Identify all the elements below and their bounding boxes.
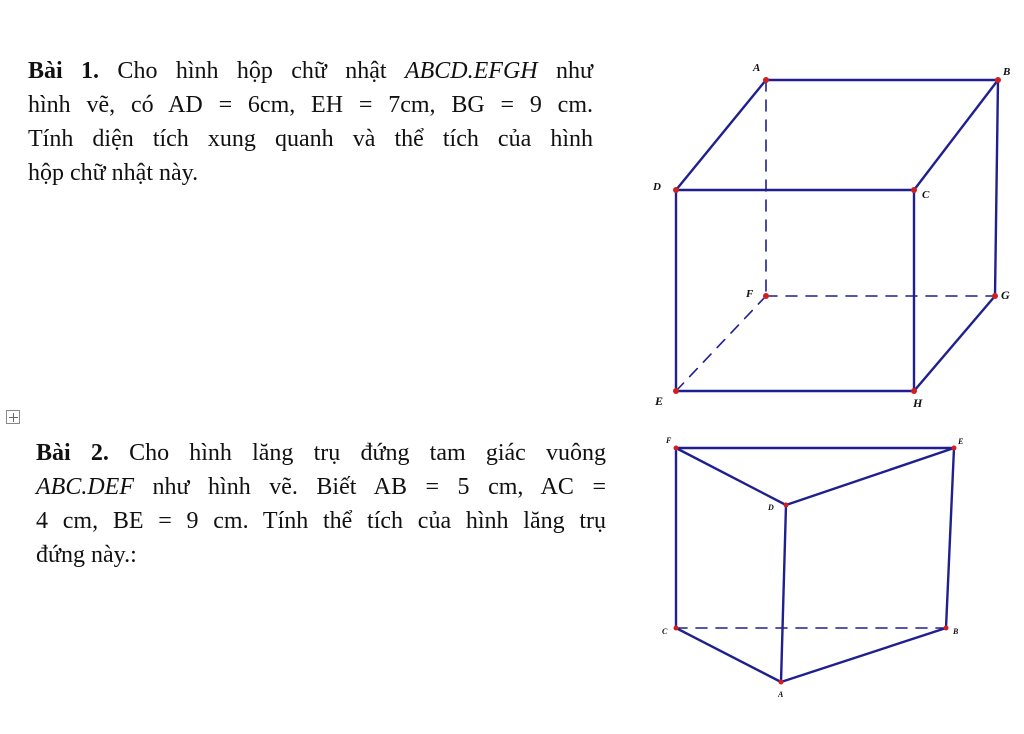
vertex-F — [763, 293, 769, 299]
vertex-C — [674, 626, 679, 631]
problem-2-line-1: Bài 2. Cho hình lăng trụ đứng tam giác vuông — [36, 440, 606, 466]
label-B: B — [953, 627, 959, 636]
label-B: B — [1003, 66, 1011, 78]
label-A: A — [753, 62, 761, 74]
edge-FD — [676, 448, 786, 505]
vertex-H — [911, 388, 917, 394]
problem-2-line-4: đứng này.: — [36, 542, 137, 568]
vertex-D — [784, 503, 789, 508]
problem-2-title: Bài 2. — [36, 440, 109, 466]
problem-2-shape-name: ABC.DEF — [36, 474, 134, 500]
box-figure — [652, 62, 1010, 410]
problem-2-line-2: ABC.DEF như hình vẽ. Biết AB = 5 cm, AC = — [36, 474, 606, 500]
vertex-F — [674, 446, 679, 451]
edge-CA — [676, 628, 781, 682]
edge-DA — [781, 505, 786, 682]
prism-figure — [662, 436, 963, 699]
edge-EB — [946, 448, 954, 628]
vertex-G — [992, 293, 998, 299]
edge-AB — [781, 628, 946, 682]
edge-BC — [914, 80, 998, 190]
problem-1-line-3: Tính diện tích xung quanh và thể tích của hình — [28, 126, 593, 152]
edge-FE — [676, 296, 766, 391]
edge-BG — [995, 80, 998, 296]
problem-1-shape-name: ABCD.EFGH — [404, 58, 538, 84]
vertex-E — [673, 388, 679, 394]
problem-1-title: Bài 1. — [28, 58, 100, 84]
problem-1-line-1: Bài 1. Cho hình hộp chữ nhật ABCD.EFGH như — [28, 58, 594, 84]
vertex-E — [952, 446, 957, 451]
vertex-C — [911, 187, 917, 193]
vertex-B — [995, 77, 1001, 83]
problem-1-line-4: hộp chữ nhật này. — [28, 160, 199, 186]
problem-2-line-3: 4 cm, BE = 9 cm. Tính thể tích của hình lăng trụ — [36, 508, 606, 534]
vertex-B — [944, 626, 949, 631]
label-E: E — [958, 437, 964, 446]
label-C: C — [922, 189, 930, 201]
vertex-A — [763, 77, 769, 83]
label-D: D — [768, 503, 774, 512]
label-C: C — [662, 627, 668, 636]
label-A: A — [778, 690, 784, 699]
label-G: G — [1001, 288, 1010, 302]
label-H: H — [913, 396, 923, 410]
vertex-D — [673, 187, 679, 193]
problem-1-line-2: hình vẽ, có AD = 6cm, EH = 7cm, BG = 9 cm. — [28, 92, 593, 118]
vertex-A — [779, 680, 784, 685]
edge-AD — [676, 80, 766, 190]
edge-DE — [786, 448, 954, 505]
label-F: F — [746, 288, 754, 300]
label-F: F — [666, 436, 672, 445]
edge-GH — [914, 296, 995, 391]
label-E: E — [655, 394, 664, 408]
label-D: D — [653, 181, 661, 193]
